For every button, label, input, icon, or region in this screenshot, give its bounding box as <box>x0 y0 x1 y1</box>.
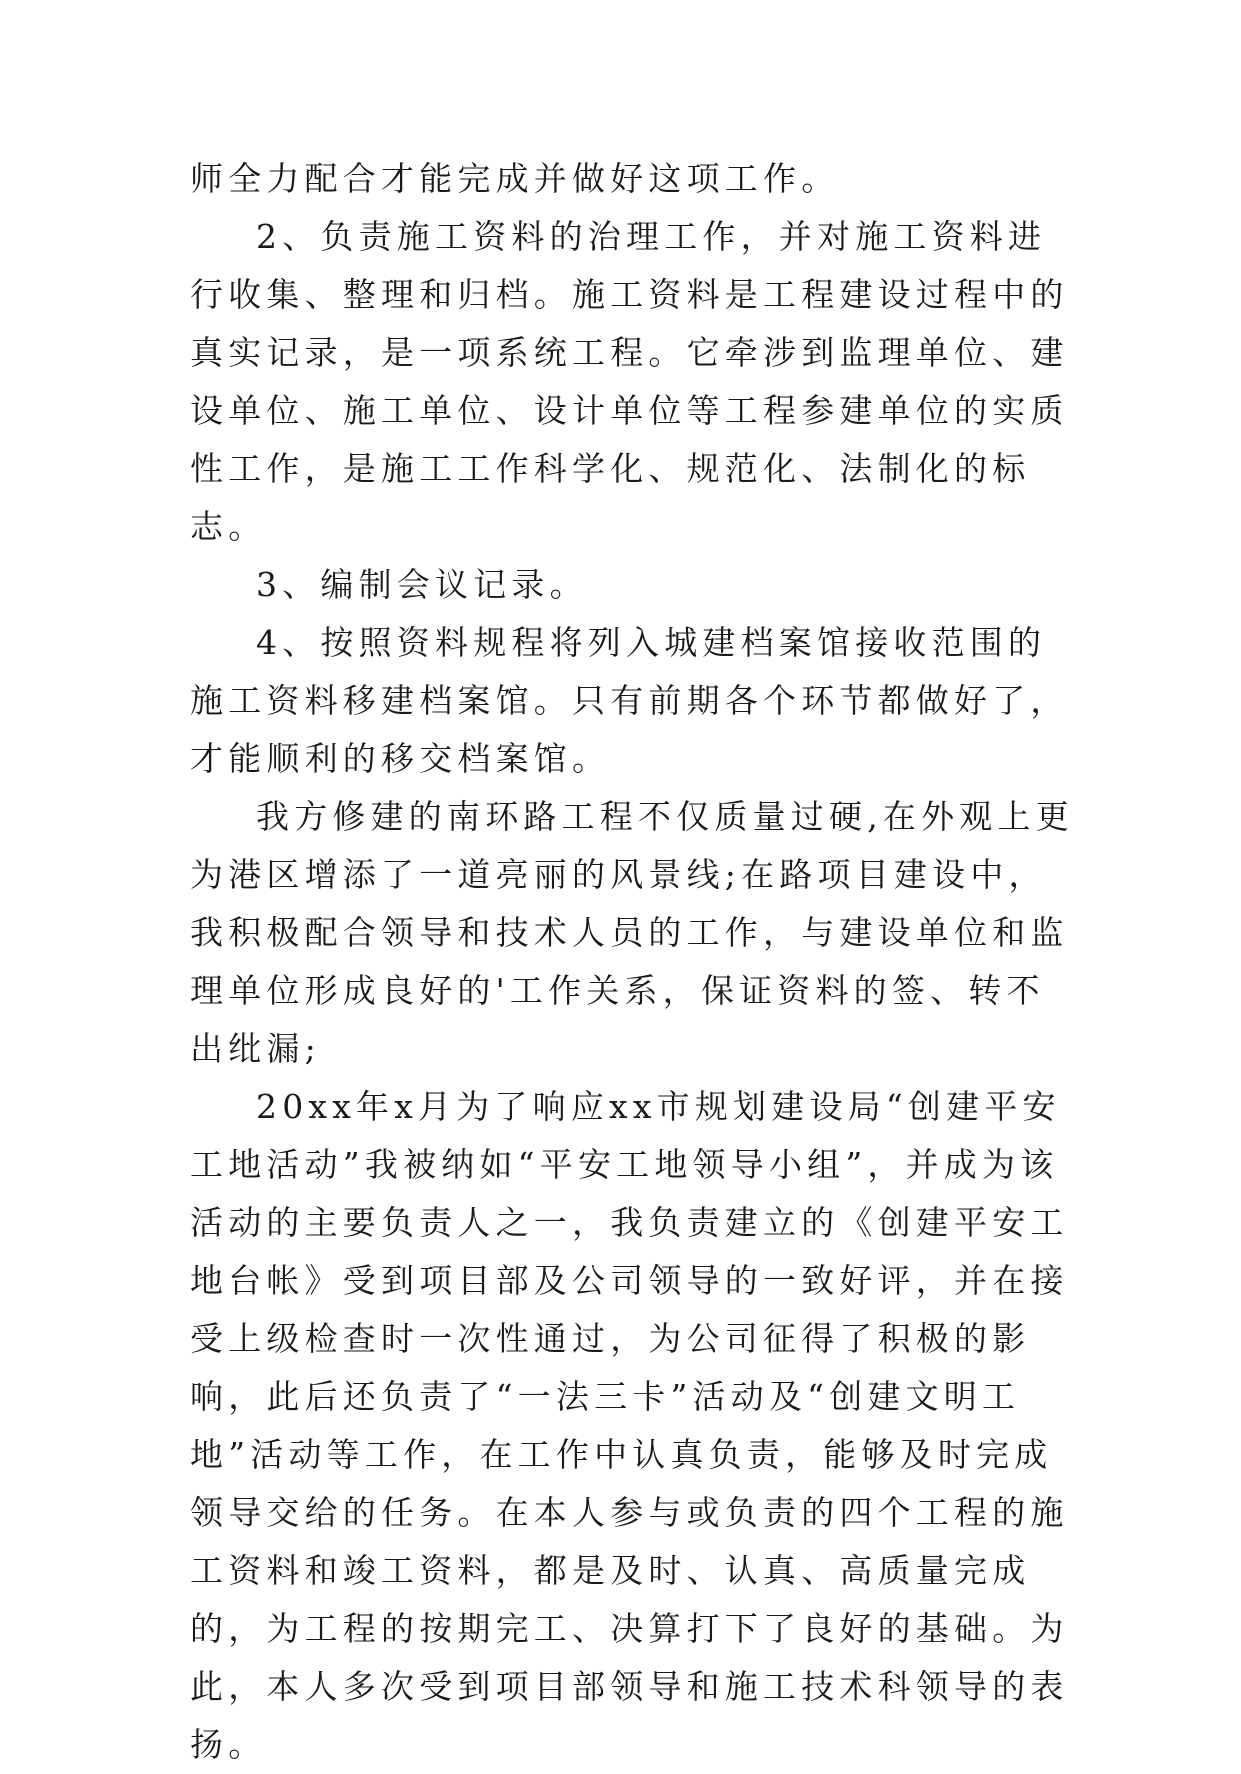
document-page <box>190 150 1075 1774</box>
paragraph-south-ring-road: 我方修建的南环路工程不仅质量过硬,在外观上更为港区增添了一道亮丽的风景线;在路项目建设中，我积极配合领导和技术人员的工作，与建设单位和监理单位形成良好的'工作关系，保证资料的签、转不出纰漏; <box>190 797 1074 1068</box>
paragraph-continuation: 师全力配合才能完成并做好这项工作。 <box>190 159 840 198</box>
paragraph-item-2: 2、负责施工资料的治理工作，并对施工资料进行收集、整理和归档。施工资料是工程建设过程中的真实记录，是一项系统工程。它牵涉到监理单位、建设单位、施工单位、设计单位等工程参建单位的实质性工作，是施工工作科学化、规范化、法制化的标志。 <box>190 217 1069 546</box>
paragraph-item-3: 3、编制会议记录。 <box>256 565 588 604</box>
paragraph-item-4: 4、按照资料规程将列入城建档案馆接收范围的施工资料移建档案馆。只有前期各个环节都做好了，才能顺利的移交档案馆。 <box>190 623 1069 778</box>
paragraph-safe-site-activity: 20xx年x月为了响应xx市规划建设局“创建平安工地活动”我被纳如“平安工地领导小组”，并成为该活动的主要负责人之一，我负责建立的《创建平安工地台帐》受到项目部及公司领导的一致好评，并在接受上级检查时一次性通过，为公司征得了积极的影响，此后还负责了“一法三卡”活动及“创建文明工地”活动等工作，在工作中认真负责，能够及时完成领导交给的任务。在本人参与或负责的四个工程的施工资料和竣工资料，都是及时、认真、高质量完成的，为工程的按期完工、决算打下了良好的基础。为此，本人多次受到项目部领导和施工技术科领导的表扬。 <box>190 1087 1069 1764</box>
